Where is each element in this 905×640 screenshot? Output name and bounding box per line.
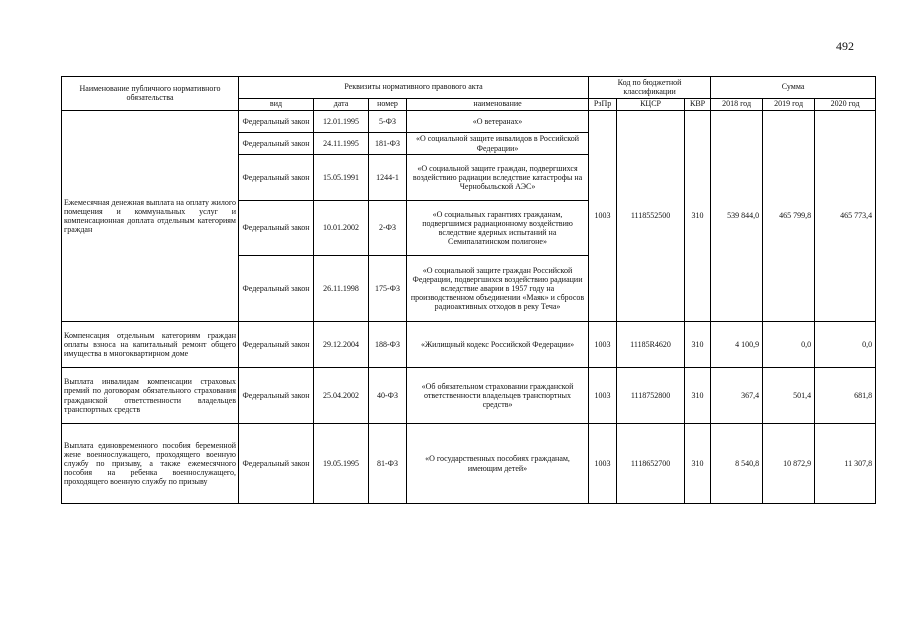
act-vid: Федеральный закон [239,133,314,155]
table-row [62,368,876,424]
header-obligation: Наименование публичного нормативного обязательства [62,77,239,111]
act-date: 10.01.2002 [314,201,369,256]
sum-2019-cell: 465 799,8 [763,111,815,322]
act-name: «О государственных пособиях гражданам, имеющим детей» [407,424,589,504]
sum-2018-cell: 539 844,0 [711,111,763,322]
kvr-cell: 310 [685,424,711,504]
act-name: «О социальной защите граждан Российской Федерации, подвергшихся воздействию радиации вследствие аварии в 1957 году на производственном объединении «Маяк» и сбросов радиоактивных отходов в реку Теча» [407,256,589,322]
kcsr-cell: 1118652700 [617,424,685,504]
act-vid: Федеральный закон [239,368,314,424]
obligations-table [61,76,876,504]
kcsr-cell: 1118552500 [617,111,685,322]
act-date: 12.01.1995 [314,111,369,133]
act-number: 81-ФЗ [369,424,407,504]
header-2020: 2020 год [815,99,876,111]
act-number: 5-ФЗ [369,111,407,133]
act-number: 1244-1 [369,155,407,201]
act-date: 25.04.2002 [314,368,369,424]
act-vid: Федеральный закон [239,201,314,256]
obligation-cell: Выплата единовременного пособия беременной жене военнослужащего, проходящего военную службу по призыву, а также ежемесячного пособия на ребенка военнослужащего, проходящего военную службу по призыву [62,424,239,504]
sum-2020-cell: 0,0 [815,322,876,368]
act-name: «Жилищный кодекс Российской Федерации» [407,322,589,368]
act-date: 19.05.1995 [314,424,369,504]
table-row [62,111,876,133]
act-date: 15.05.1991 [314,155,369,201]
act-date: 29.12.2004 [314,322,369,368]
act-vid: Федеральный закон [239,256,314,322]
header-2019: 2019 год [763,99,815,111]
kcsr-cell: 11185R4620 [617,322,685,368]
header-kcsr: КЦСР [617,99,685,111]
sum-2020-cell: 681,8 [815,368,876,424]
rzpr-cell: 1003 [589,322,617,368]
obligation-cell: Компенсация отдельным категориям граждан оплаты взноса на капитальный ремонт общего имущества в многоквартирном доме [62,322,239,368]
header-row-top [62,77,876,99]
act-number: 175-ФЗ [369,256,407,322]
act-name: «Об обязательном страховании гражданской ответственности владельцев транспортных средств» [407,368,589,424]
header-date: дата [314,99,369,111]
header-kvr: КВР [685,99,711,111]
table-row [62,322,876,368]
sum-2020-cell: 11 307,8 [815,424,876,504]
act-name: «О ветеранах» [407,111,589,133]
kvr-cell: 310 [685,322,711,368]
act-vid: Федеральный закон [239,322,314,368]
act-vid: Федеральный закон [239,424,314,504]
rzpr-cell: 1003 [589,368,617,424]
kvr-cell: 310 [685,111,711,322]
sum-2018-cell: 4 100,9 [711,322,763,368]
sum-2019-cell: 501,4 [763,368,815,424]
kcsr-cell: 1118752800 [617,368,685,424]
header-name: наименование [407,99,589,111]
rzpr-cell: 1003 [589,424,617,504]
act-date: 26.11.1998 [314,256,369,322]
page-number: 492 [836,39,854,53]
act-number: 2-ФЗ [369,201,407,256]
header-sum: Сумма [711,77,876,99]
sum-2020-cell: 465 773,4 [815,111,876,322]
header-requisites: Реквизиты нормативного правового акта [239,77,589,99]
header-number: номер [369,99,407,111]
rzpr-cell: 1003 [589,111,617,322]
sum-2018-cell: 367,4 [711,368,763,424]
act-number: 40-ФЗ [369,368,407,424]
table-row [62,424,876,504]
sum-2019-cell: 0,0 [763,322,815,368]
act-vid: Федеральный закон [239,155,314,201]
kvr-cell: 310 [685,368,711,424]
obligation-cell: Выплата инвалидам компенсации страховых премий по договорам обязательного страхования гражданской ответственности владельцев транспортных средств [62,368,239,424]
act-date: 24.11.1995 [314,133,369,155]
act-number: 181-ФЗ [369,133,407,155]
act-name: «О социальной защите инвалидов в Российской Федерации» [407,133,589,155]
act-name: «О социальной защите граждан, подвергшихся воздействию радиации вследствие катастрофы на Чернобыльской АЭС» [407,155,589,201]
sum-2018-cell: 8 540,8 [711,424,763,504]
header-budget-code: Код по бюджетной классификации [589,77,711,99]
header-2018: 2018 год [711,99,763,111]
act-number: 188-ФЗ [369,322,407,368]
header-vid: вид [239,99,314,111]
act-vid: Федеральный закон [239,111,314,133]
header-rzpr: РзПр [589,99,617,111]
act-name: «О социальных гарантиях гражданам, подвергшимся радиационному воздействию вследствие ядерных испытаний на Семипалатинском полигоне» [407,201,589,256]
obligation-cell: Ежемесячная денежная выплата на оплату жилого помещения и коммунальных услуг и компенсационная доплата отдельным категориям граждан [62,111,239,322]
sum-2019-cell: 10 872,9 [763,424,815,504]
